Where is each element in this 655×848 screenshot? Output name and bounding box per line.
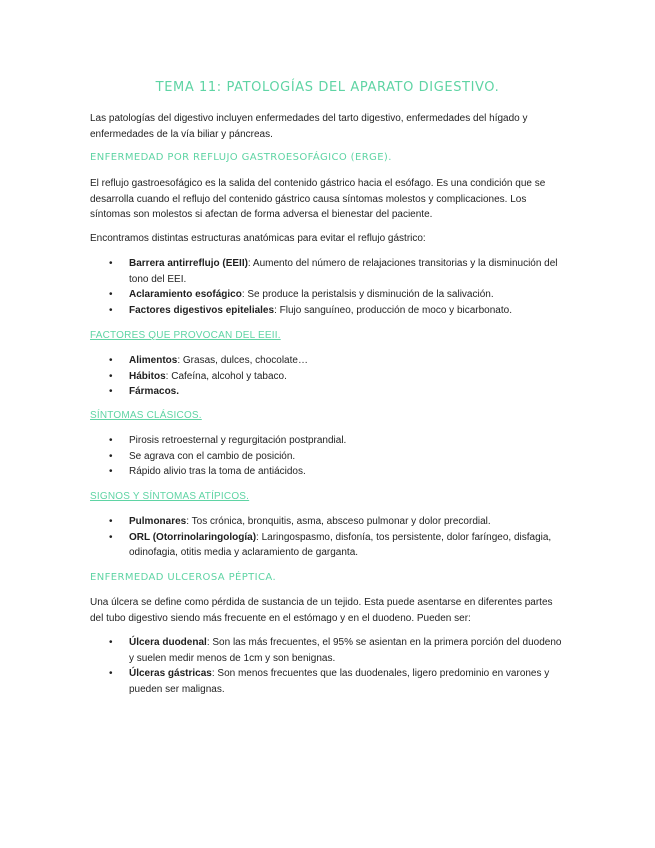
list-item: • Aclaramiento esofágico: Se produce la peristalsis y disminución de la salivación. — [90, 287, 565, 303]
intro-paragraph: Las patologías del digestivo incluyen enfermedades del tarto digestivo, enfermedades del hígado y enfermedades de la vía biliar y páncreas. — [90, 113, 528, 140]
page-title: TEMA 11: PATOLOGÍAS DEL APARATO DIGESTIVO. — [155, 80, 500, 95]
section-heading-erge: ENFERMEDAD POR REFLUJO GASTROESOFÁGICO (ERGE). — [90, 152, 392, 163]
bullet-icon: • — [109, 289, 113, 300]
bullet-icon: • — [109, 386, 113, 397]
ulcera-list — [90, 635, 565, 697]
ulcera-paragraph: Una úlcera se define como pérdida de sustancia de un tejido. Esta puede asentarse en diferentes partes del tubo digestivo siendo más frecuente en el estómago y en el duodeno. Pueden ser: — [90, 597, 553, 624]
erge-structures-paragraph: Encontramos distintas estructuras anatómicas para evitar el reflujo gástrico: — [90, 233, 426, 244]
list-item: • Pirosis retroesternal y regurgitación postprandial. — [90, 433, 565, 449]
list-item: • Fármacos. — [90, 384, 565, 400]
erge-paragraph: El reflujo gastroesofágico es la salida del contenido gástrico hacia el esófago. Es una condición que se desarrolla cuando el reflujo del contenido gástrico causa síntomas molestos y complicaciones. Los síntomas son molestos si afectan de forma adversa el bienestar del paciente. — [90, 178, 546, 220]
list-item: • Factores digestivos epiteliales: Flujo sanguíneo, producción de moco y bicarbonato. — [90, 303, 565, 319]
section-heading-ulcera: ENFERMEDAD ULCEROSA PÉPTICA. — [90, 572, 277, 583]
bullet-icon: • — [109, 370, 113, 382]
list-item: • Rápido alivio tras la toma de antiácidos. — [90, 464, 565, 480]
list-item: • Alimentos: Grasas, dulces, chocolate… — [90, 353, 565, 369]
sintomas-list — [90, 433, 565, 480]
list-item: • ORL (Otorrinolaringología): Laringospasmo, disfonía, tos persistente, dolor faríngeo, disfagia, odinofagia, otitis media y aclaramiento de garganta. — [109, 531, 552, 558]
bullet-icon: • — [109, 466, 113, 477]
list-item: • Pulmonares: Tos crónica, bronquitis, asma, absceso pulmonar y dolor precordial. — [90, 514, 565, 530]
bullet-icon: • — [109, 531, 113, 543]
list-item: • Úlcera duodenal: Son las más frecuentes, el 95% se asientan en la primera porción del duodeno y suelen medir menos de 1cm y son benignas. — [109, 637, 562, 664]
bullet-icon: • — [109, 516, 113, 527]
bullet-icon: • — [109, 435, 113, 446]
list-item: • Se agrava con el cambio de posición. — [90, 449, 565, 465]
bullet-icon: • — [109, 637, 113, 648]
list-item: • Hábitos: Cafeína, alcohol y tabaco. — [90, 369, 565, 385]
bullet-icon: • — [109, 355, 113, 366]
section-heading-sintomas: SÍNTOMAS CLÁSICOS. — [90, 410, 202, 421]
erge-structures-list — [90, 256, 565, 318]
section-heading-factores: FACTORES QUE PROVOCAN DEL EEII. — [90, 330, 281, 341]
bullet-icon: • — [109, 258, 113, 269]
list-item: • Barrera antirreflujo (EEII): Aumento del número de relajaciones transitorias y la disminución del tono del EEI. — [109, 258, 558, 285]
section-heading-atipicos: SIGNOS Y SÍNTOMAS ATÍPICOS. — [90, 491, 250, 502]
bullet-icon: • — [109, 304, 113, 316]
atipicos-list — [90, 514, 565, 561]
factores-list — [90, 353, 565, 400]
list-item: • Úlceras gástricas: Son menos frecuentes que las duodenales, ligero predominio en varones y pueden ser malignas. — [109, 668, 550, 695]
bullet-icon: • — [109, 450, 113, 462]
bullet-icon: • — [109, 668, 113, 679]
